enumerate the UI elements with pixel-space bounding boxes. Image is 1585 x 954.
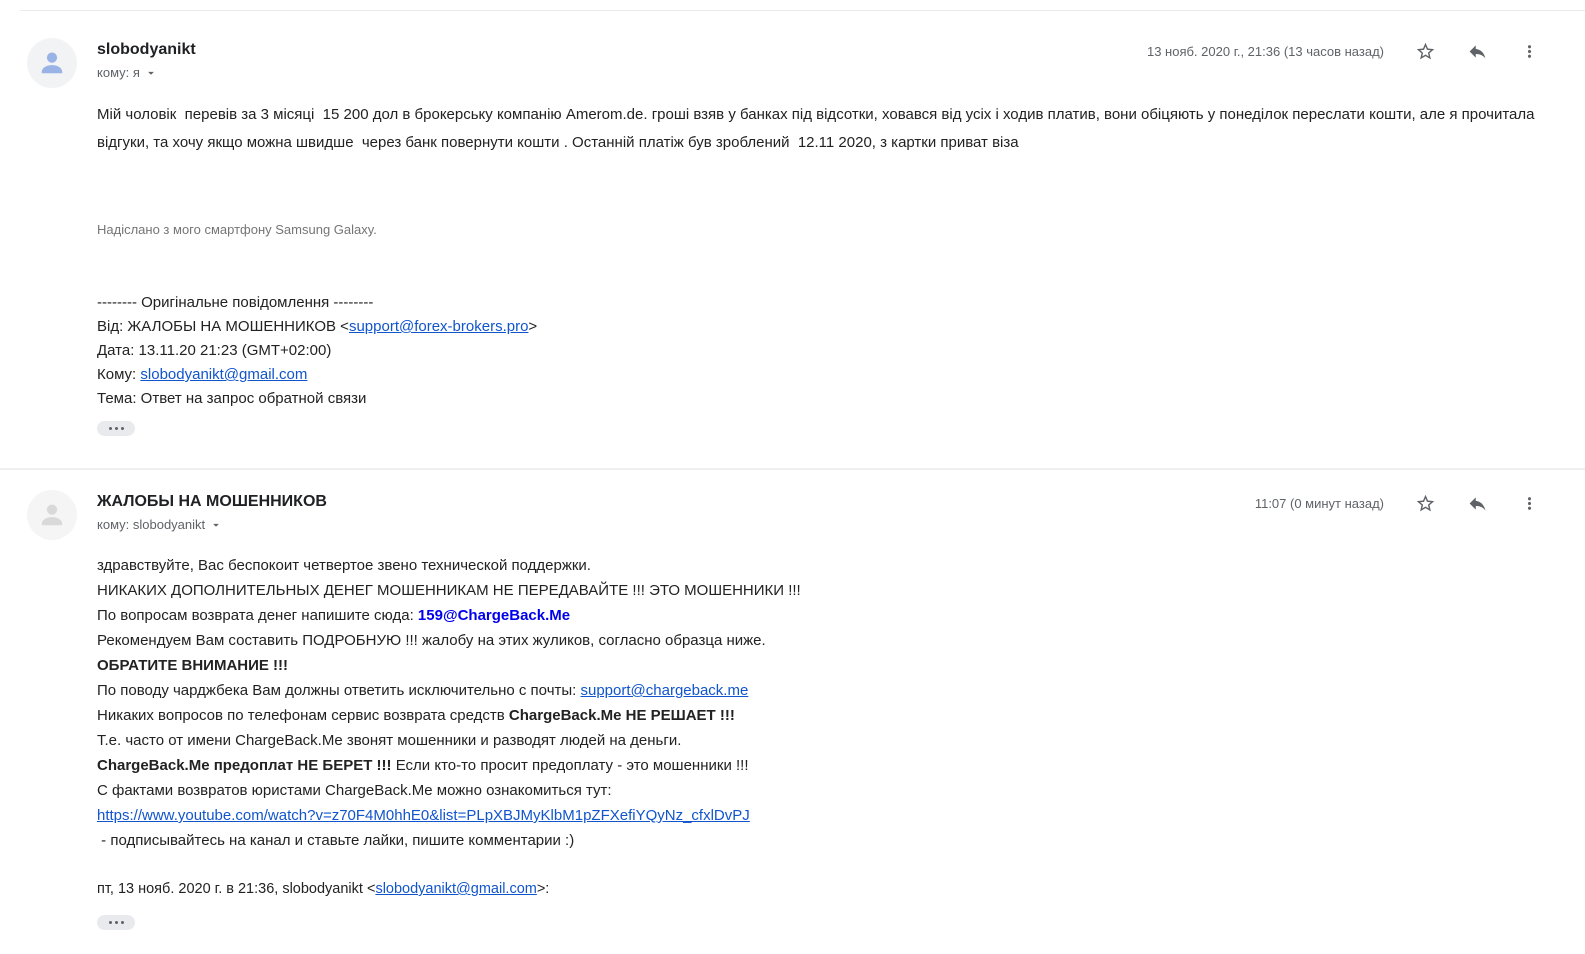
message-2 — [0, 470, 1585, 930]
message-date: 13 нояб. 2020 г., 21:36 (13 часов назад) — [1146, 43, 1384, 59]
forwarded-from-prefix: Від: ЖАЛОБЫ НА МОШЕННИКОВ < — [97, 318, 349, 335]
forwarded-from-email-link[interactable]: support@forex-brokers.pro — [348, 318, 529, 335]
recipient-row[interactable] — [97, 517, 1540, 533]
forwarded-to-prefix: Кому: — [97, 366, 141, 383]
body-line: С фактами возвратов юристами ChargeBack.Me можно ознакомиться тут: — [97, 782, 612, 799]
message-1 — [0, 0, 1585, 436]
forwarded-header-block — [97, 291, 1540, 411]
ellipsis-icon — [109, 427, 112, 430]
star-icon[interactable] — [1414, 492, 1436, 514]
message-header — [97, 38, 1540, 81]
forwarded-separator: -------- Оригінальне повідомлення -------- — [97, 294, 374, 311]
header-actions — [1255, 492, 1540, 514]
body-line: По вопросам возврата денег напишите сюда: 159@ChargeBack.Me — [97, 607, 571, 624]
body-line: ChargeBack.Me предоплат НЕ БЕРЕТ !!! Если кто-то просит предоплату - это мошенники !!! — [97, 757, 749, 774]
quoted-email-link[interactable]: slobodyanikt@gmail.com — [375, 881, 537, 897]
mobile-signature: Надіслано з мого смартфону Samsung Galaxy. — [97, 222, 377, 237]
sender-name[interactable]: slobodyanikt — [97, 41, 196, 58]
body-line: Рекомендуем Вам составить ПОДРОБНУЮ !!! жалобу на этих жуликов, согласно образца ниже. — [97, 632, 766, 649]
recipient-row[interactable] — [97, 65, 1540, 81]
support-email-link[interactable]: support@chargeback.me — [580, 682, 749, 699]
forwarded-from-line — [97, 315, 1540, 339]
message-date: 11:07 (0 минут назад) — [1254, 495, 1384, 511]
forwarded-date-line: Дата: 13.11.20 21:23 (GMT+02:00) — [97, 342, 332, 359]
recipient-label: кому: я — [97, 65, 140, 80]
body-line: здравствуйте, Вас беспокоит четвертое звено технической поддержки. — [97, 557, 591, 574]
body-line: НИКАКИХ ДОПОЛНИТЕЛЬНЫХ ДЕНЕГ МОШЕННИКАМ НЕ ПЕРЕДАВАЙТЕ !!! ЭТО МОШЕННИКИ !!! — [97, 582, 801, 599]
recipient-label: кому: slobodyanikt — [97, 517, 206, 532]
reply-icon[interactable] — [1466, 492, 1488, 514]
body-line-bold: ОБРАТИТЕ ВНИМАНИЕ !!! — [97, 657, 289, 674]
avatar[interactable] — [27, 38, 77, 88]
show-trimmed-content-button[interactable] — [97, 915, 135, 930]
header-actions — [1147, 40, 1540, 62]
show-trimmed-content-button[interactable] — [97, 421, 135, 436]
chevron-down-icon[interactable] — [144, 66, 158, 80]
person-icon — [35, 498, 69, 532]
forwarded-subject-line: Тема: Ответ на запрос обратной связи — [97, 390, 367, 407]
chargeback-email-link[interactable]: 159@ChargeBack.Me — [417, 607, 571, 624]
forwarded-from-suffix: > — [528, 318, 538, 335]
youtube-link[interactable]: https://www.youtube.com/watch?v=z70F4M0hhE0&list=PLpXBJMyKlbM1pZFXefiYQyNz_cfxlDvPJ — [97, 807, 750, 824]
body-line: Т.е. часто от имени ChargeBack.Me звонят мошенники и разводят людей на деньги. — [97, 732, 682, 749]
body-line: По поводу чарджбека Вам должны ответить исключительно с почты: support@chargeback.me — [97, 682, 749, 699]
forwarded-to-email-link[interactable]: slobodyanikt@gmail.com — [140, 366, 308, 383]
body-line: - подписывайтесь на канал и ставьте лайки, пишите комментарии :) — [97, 832, 575, 849]
sender-name[interactable]: ЖАЛОБЫ НА МОШЕННИКОВ — [97, 493, 327, 510]
reply-icon[interactable] — [1466, 40, 1488, 62]
more-options-icon[interactable] — [1518, 492, 1540, 514]
message-body: Мій чоловік перевів за 3 місяці 15 200 дол в брокерську компанію Amerom.de. гроші взяв у банках під відсотки, ховався від усіх і ходив платив, вони обіцяють у понеділок переслати кошти, але я прочитала відгуки, та хочу якщо можна швидше через банк повернути кошти . Останній платіж був зроблений 12.11 2020, з картки приват віза — [97, 106, 1539, 151]
more-options-icon[interactable] — [1518, 40, 1540, 62]
body-line: Никаких вопросов по телефонам сервис возврата средств ChargeBack.Me НЕ РЕШАЕТ !!! — [97, 707, 735, 724]
forwarded-to-line — [97, 363, 1540, 387]
avatar[interactable] — [27, 490, 77, 540]
message-body — [97, 553, 1540, 853]
message-header — [97, 490, 1540, 533]
ellipsis-icon — [109, 921, 112, 924]
body-line — [97, 803, 1540, 828]
person-icon — [35, 46, 69, 80]
star-icon[interactable] — [1414, 40, 1436, 62]
chevron-down-icon[interactable] — [209, 518, 223, 532]
quote-intro-line: пт, 13 нояб. 2020 г. в 21:36, slobodyanikt <slobodyanikt@gmail.com>: — [97, 881, 550, 897]
